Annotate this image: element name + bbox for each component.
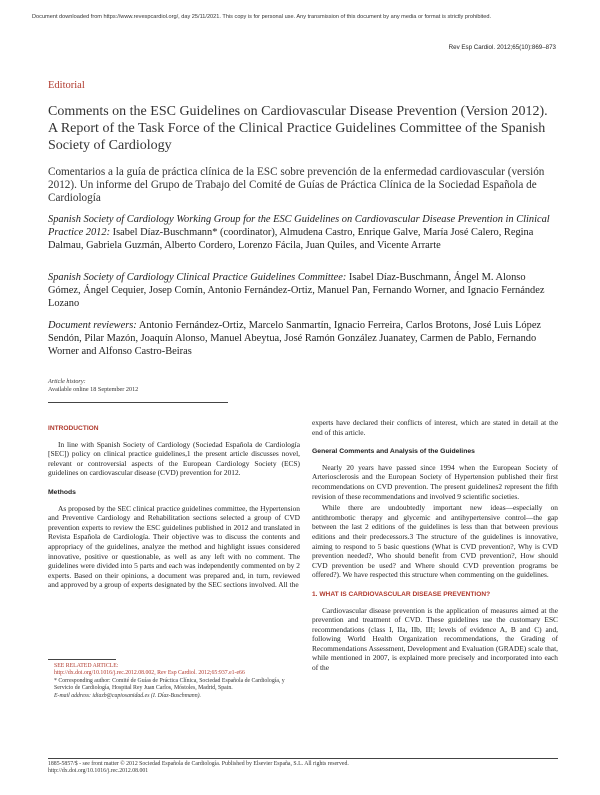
article-title: Comments on the ESC Guidelines on Cardiovascular Disease Prevention (Version 2012). A Report of the Task Force of the Clinical Practice Guidelines Committee of the Spanish Society of Cardiology [48, 104, 548, 153]
section-1-paragraph: Cardiovascular disease prevention is the application of measures aimed at the prevention and treatment of CVD. These guidelines use the customary ESC recommendations (class I, IIa, IIb, III; levels of evidence A, B and C) and, following World Health Organization recommendations, the Grading of Recommendations Assessment, Development and Evaluation (GRADE) scale that, while mentioned in 2007, is explained more precisely and incorporated into each of the [312, 605, 558, 673]
methods-paragraph: As proposed by the SEC clinical practice guidelines committee, the Hypertension and Preventive Cardiology and Rehabilitation sections selected a group of CVD prevention experts to review the ESC guidelines published in 2012 and translated in Revista Española de Cardiología. Their objective was to discuss the contents and appropriacy of the guidelines, analyze the method and highlight issues considered innovative, positive or questionable, as well as any left with no comment. The guidelines were divided into 5 parts and each was independently commented on by 2 experts. Based on their opinions, a document was prepared and, in turn, reviewed and approved by a group of experts designated by the SEC sections involved. All the [48, 503, 300, 590]
section-label: Editorial [48, 80, 85, 91]
footnote-divider [48, 659, 116, 660]
footnotes [54, 663, 298, 700]
methods-heading: Methods [48, 488, 76, 496]
section-1-heading: 1. WHAT IS CARDIOVASCULAR DISEASE PREVENTION? [312, 590, 491, 598]
author-group-names: Antonio Fernández-Ortiz, Marcelo Sanmartín, Ignacio Ferreira, Carlos Brotons, José Luis López Sendón, Pilar Mazón, Joaquín Alonso, Manuel Abeytua, José Ramón González Juanatey, Carmen de Pablo, Fernando Worner and Alfonso Castro-Beiras [48, 320, 542, 358]
article-history-value: Available online 18 September 2012 [48, 386, 139, 393]
general-paragraph-2: While there are undoubtedly important new ideas—especially on antithrombotic therapy and glycemic and antihypertensive control—the gap between the last 2 editions of the guidelines is less than that between previous editions and their predecessors.3 The structure of the guidelines is innovative, aiming to respond to 5 basic questions (What is CVD prevention?, Why is CVD prevention needed?, Who should benefit from CVD prevention?, How should CVD prevention be used? and Where should CVD prevention programs be offered?). We have respected this structure when commenting on the guidelines. [312, 503, 558, 580]
article-subtitle: Comentarios a la guía de práctica clínica de la ESC sobre prevención de la enfermedad cardiovascular (versión 2012). Un informe del Grupo de Trabajo del Comité de Guías de Práctica Clínica de la Sociedad Española de Cardiología [48, 166, 545, 204]
left-column [48, 414, 300, 592]
author-group-committee [48, 271, 553, 311]
author-group-reviewers [48, 319, 553, 359]
author-group-names: Isabel Díaz-Buschmann, Ángel M. Alonso Gómez, Ángel Cequier, Josep Comín, Antonio Fernández-Ortiz, Manuel Pan, Fernando Worner, and Ignacio Fernández Lozano [48, 272, 545, 310]
doi-line[interactable]: http://dx.doi.org/10.1016/j.rec.2012.08.001 [48, 768, 149, 775]
corresponding-author: * Corresponding author: Comité de Guías de Práctica Clínica, Sociedad Española de Cardiología, y Servicio de Cardiología, Hospital Rey Juan Carlos, Móstoles, Madrid, Spain. [54, 677, 285, 692]
continuation-paragraph: experts have declared their conflicts of interest, which are stated in detail at the end of this article. [312, 418, 558, 437]
author-group-names: Isabel Díaz-Buschmann* (coordinator), Almudena Castro, Enrique Galve, María José Calero, Regina Dalmau, Gabriela Guzmán, Alberto Cordero, Lorenzo Fácila, Juan Quiles, and Vicente Arrarte [48, 227, 534, 252]
right-column [312, 418, 558, 675]
journal-reference: Rev Esp Cardiol. 2012;65(10):869–873 [448, 44, 556, 51]
bottom-divider [48, 758, 558, 759]
related-article-label: SEE RELATED ARTICLE: [54, 663, 119, 669]
bottom-info [48, 761, 558, 776]
article-history [48, 378, 248, 394]
copyright-line: 1885-5857/$ - see front matter © 2012 Sociedad Española de Cardiología. Published by Elsevier España, S.L. All rights reserved. [48, 761, 349, 767]
author-group-label: Spanish Society of Cardiology Clinical Practice Guidelines Committee: [48, 272, 347, 283]
author-group-label: Spanish Society of Cardiology Working Group for the ESC Guidelines on Cardiovascular Disease Prevention in Clinical Practice 2012: [48, 214, 550, 239]
author-group-label: Document reviewers: [48, 320, 137, 331]
article-history-label: Article history: [48, 378, 86, 385]
download-notice: Document downloaded from https://www.revespcardiol.org/, day 25/11/2021. This copy is for personal use. Any transmission of this document by any media or format is strictly prohibited. [32, 14, 492, 20]
general-paragraph-1: Nearly 20 years have passed since 1994 when the European Society of Arteriosclerosis and the European Society of Hypertension published their first recommendations on CVD prevention. The present guidelines2 represent the fifth revision of these recommendations and involved 9 scientific societies. [312, 462, 558, 501]
divider [48, 402, 228, 403]
introduction-paragraph: In line with Spanish Society of Cardiology (Sociedad Española de Cardiología [SEC]) policy on clinical practice guidelines,1 the present article discusses novel, relevant or controversial aspects of the European Cardiology Society (ECS) guidelines on cardiovascular disease (CVD) prevention for 2012. [48, 439, 300, 478]
general-comments-heading: General Comments and Analysis of the Guidelines [312, 448, 475, 456]
email-address[interactable]: E-mail address: idiazb@capiosanidad.es (I. Díaz-Buschmann). [54, 692, 201, 699]
related-article-link[interactable]: http://dx.doi.org/10.1016/j.rec.2012.08.002, Rev Esp Cardiol. 2012;65:937.e1-e66 [54, 670, 245, 677]
introduction-heading: INTRODUCTION [48, 425, 99, 432]
author-group-working [48, 213, 553, 253]
